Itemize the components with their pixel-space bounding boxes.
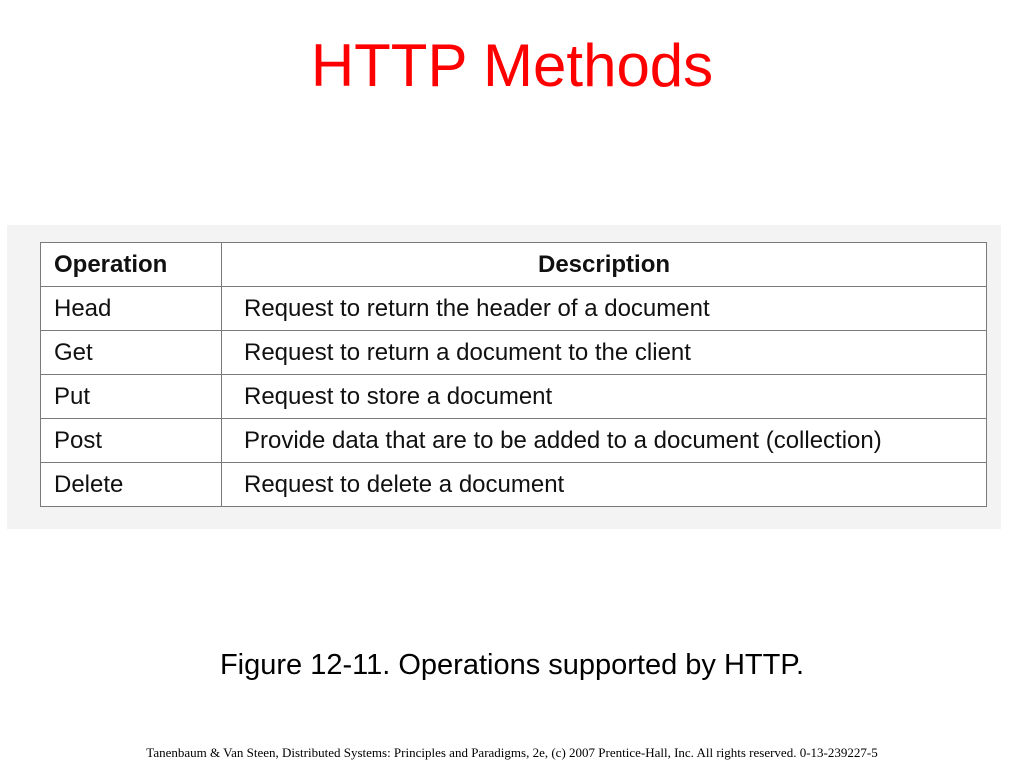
operation-cell: Get [41, 331, 222, 375]
slide-title: HTTP Methods [310, 32, 714, 99]
operation-cell: Head [41, 287, 222, 331]
table-header-row [41, 243, 987, 287]
column-header-operation: Operation [41, 243, 222, 287]
operation-cell: Delete [41, 463, 222, 507]
operation-cell: Put [41, 375, 222, 419]
description-cell: Request to return the header of a document [222, 287, 987, 331]
figure-caption: Figure 12-11. Operations supported by HTTP. [219, 649, 805, 681]
description-cell: Provide data that are to be added to a document (collection) [222, 419, 987, 463]
operation-cell: Post [41, 419, 222, 463]
description-cell: Request to return a document to the client [222, 331, 987, 375]
table-row [41, 463, 987, 507]
copyright-footer: Tanenbaum & Van Steen, Distributed Systems: Principles and Paradigms, 2e, (c) 2007 Prentice-Hall, Inc. All rights reserved. 0-13-239227-5 [146, 745, 878, 760]
operations-table [40, 242, 987, 507]
table-row [41, 331, 987, 375]
description-cell: Request to delete a document [222, 463, 987, 507]
table-row [41, 375, 987, 419]
description-cell: Request to store a document [222, 375, 987, 419]
table-row [41, 419, 987, 463]
table-row [41, 287, 987, 331]
column-header-description: Description [222, 243, 987, 287]
